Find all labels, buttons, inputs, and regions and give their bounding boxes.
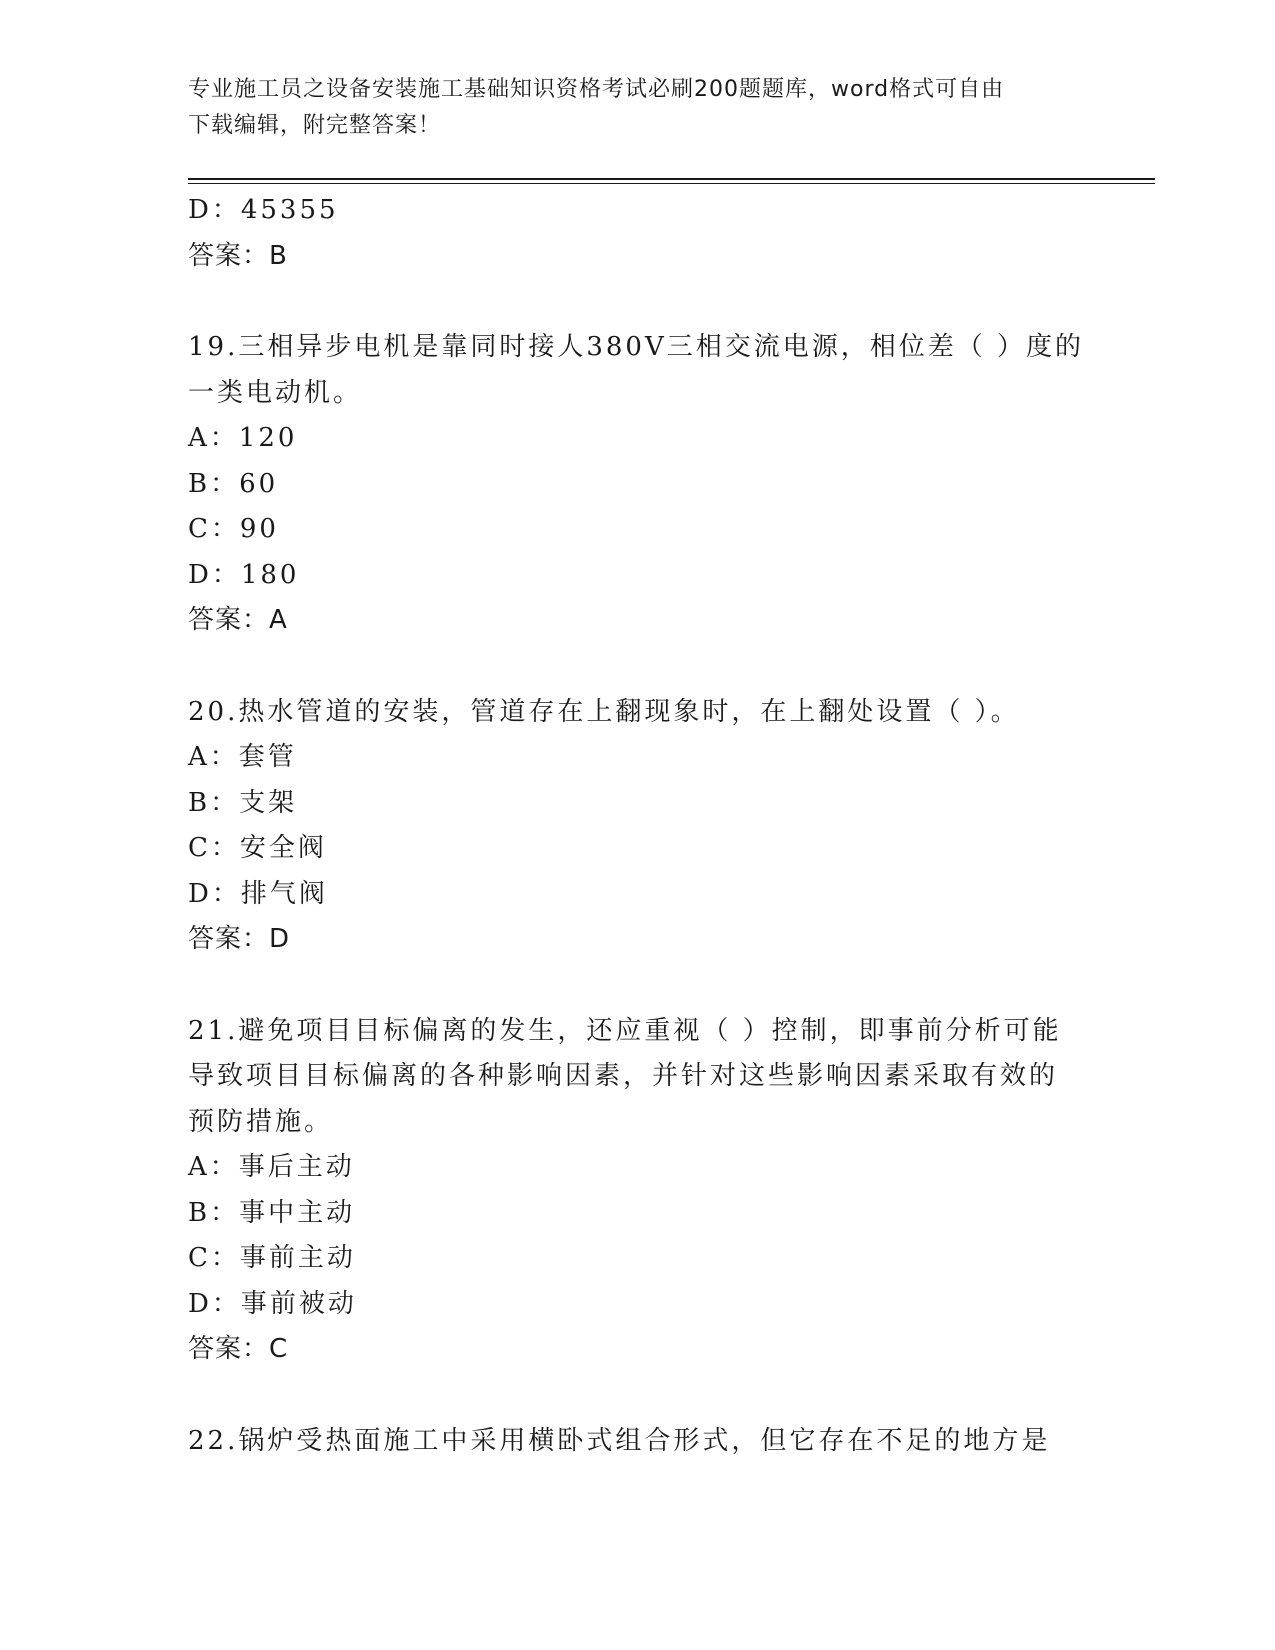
q21-stem-line-2: 导致项目目标偏离的各种影响因素，并针对这些影响因素采取有效的 <box>188 1061 1059 1091</box>
q21-answer: 答案：C <box>188 1334 289 1364</box>
question-20 <box>188 690 1088 963</box>
header-line-2: 下载编辑，附完整答案！ <box>188 113 442 138</box>
spacer <box>188 1373 1088 1419</box>
header-line-1: 专业施工员之设备安装施工基础知识资格考试必刷200题题库，word格式可自由 <box>188 77 1005 102</box>
q21-option-d: D：事前被动 <box>188 1288 357 1319</box>
q19-option-a: A：120 <box>188 423 298 453</box>
q19-answer: 答案：A <box>188 605 288 635</box>
question-content <box>188 188 1088 1464</box>
q21-stem-line-3: 预防措施。 <box>188 1106 334 1137</box>
q21-stem-line-1: 21.避免项目目标偏离的发生，还应重视（ ）控制，即事前分析可能 <box>188 1015 1062 1046</box>
header-rule-thin <box>188 183 1155 184</box>
q20-option-a: A：套管 <box>188 742 297 772</box>
q18-answer: 答案：B <box>188 240 288 271</box>
spacer <box>188 963 1088 1009</box>
q21-option-b: B：事中主动 <box>188 1197 356 1228</box>
q20-option-c: C：安全阀 <box>188 833 327 863</box>
q19-option-b: B：60 <box>188 468 279 499</box>
q20-stem-line-1: 20.热水管道的安装，管道存在上翻现象时，在上翻处设置（ ）。 <box>188 696 1020 727</box>
q21-option-a: A：事后主动 <box>188 1152 355 1182</box>
spacer <box>188 279 1088 325</box>
q19-option-c: C：90 <box>188 514 279 544</box>
q19-stem-line-2: 一类电动机。 <box>188 377 363 408</box>
q19-stem-line-1: 19.三相异步电机是靠同时接人380V三相交流电源，相位差（ ）度的 <box>188 332 1085 362</box>
q20-answer: 答案：D <box>188 924 291 954</box>
q21-option-c: C：事前主动 <box>188 1243 356 1273</box>
spacer <box>188 644 1088 690</box>
question-22 <box>188 1419 1088 1465</box>
question-18-tail <box>188 188 1088 279</box>
question-19 <box>188 325 1088 644</box>
header-rule-thick <box>188 178 1155 180</box>
q20-option-d: D：排气阀 <box>188 878 328 909</box>
q22-stem-line-1: 22.锅炉受热面施工中采用横卧式组合形式，但它存在不足的地方是 <box>188 1425 1051 1456</box>
document-header <box>188 72 1088 144</box>
q20-option-b: B：支架 <box>188 787 298 818</box>
q19-option-d: D：180 <box>188 559 300 590</box>
question-21 <box>188 1009 1088 1373</box>
q18-option-d: D：45355 <box>188 195 339 225</box>
